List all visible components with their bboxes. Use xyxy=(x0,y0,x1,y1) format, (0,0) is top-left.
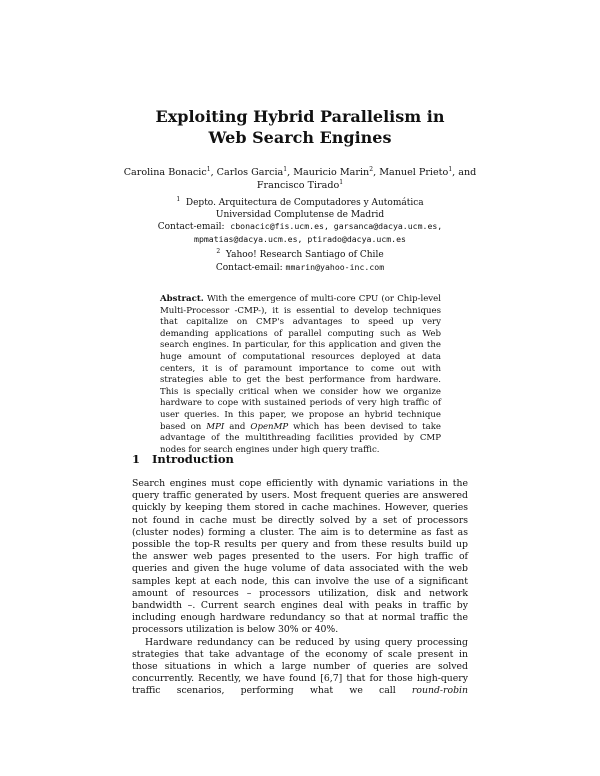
abstract xyxy=(160,294,441,456)
emphasis: round-robin xyxy=(411,685,468,697)
author-affil-mark: 1 xyxy=(339,178,344,186)
paragraph xyxy=(132,637,468,698)
author-name: Mauricio Marin xyxy=(293,167,370,178)
affil-university: Universidad Complutense de Madrid xyxy=(215,209,385,220)
paragraph-text: Hardware redundancy can be reduced by using query processing strategies that take advantage of the economy of scale present in those situations in which a large number of queries are solved concurrently. Recently, we have found [6,7] that for those high-query traffic scenarios, performing what we call xyxy=(132,636,468,697)
paragraph: Search engines must cope efficiently with dynamic variations in the query traffic generated by users. Most frequent queries are answered quickly by keeping them stored in cache machines. However, queries not found in cache must be directly solved by a set of processors (cluster nodes) forming a cluster. The aim is to determine as fast as possible the top-R results per query and from these results build up the answer web pages presented to the users. For high traffic of queries and given the huge volume of data associated with the web samples kept at each node, this can involve the use of a significant amount of resources – processors utilization, disk and network bandwidth –. Current search engines deal with peaks in traffic by including enough hardware redundancy so that at normal traffic the processors utilization is below 30% or 40%. xyxy=(132,478,468,636)
author-affil-mark: 1 xyxy=(283,165,288,173)
title-line-1: Exploiting Hybrid Parallelism in xyxy=(155,107,445,126)
contact-emails[interactable]: cbonacic@fis.ucm.es, garsanca@dacya.ucm.es, xyxy=(230,221,443,231)
affil-dept: Depto. Arquitectura de Computadores y Automática xyxy=(185,198,424,208)
contact-label: Contact-email: xyxy=(157,222,225,232)
affil-mark: 2 xyxy=(216,248,221,255)
title-line-2: Web Search Engines xyxy=(208,128,392,147)
author-affil-mark: 1 xyxy=(206,165,211,173)
author-name: Manuel Prieto xyxy=(379,167,449,178)
affil-org: Yahoo! Research Santiago of Chile xyxy=(225,250,384,260)
paper-title xyxy=(0,106,600,148)
author-name: Francisco Tirado xyxy=(256,180,340,191)
author-name: Carolina Bonacic xyxy=(123,167,207,178)
abstract-term-openmp: OpenMP xyxy=(250,421,289,432)
abstract-text: With the emergence of multi-core CPU (or Chip-level Multi-Processor -CMP-), it is essential to develop techniques that capitalize on CMP's advantages to speed up very demanding applications of parallel computing such as Web search engines. In particular, for this application and given the huge amount of computational resources deployed at data centers, it is of paramount importance to come out with strategies able to get the best performance from hardware. This is specially critical when we consider how we organize hardware to cope with sustained periods of very high traffic of user queries. In this paper, we propose an hybrid technique based on xyxy=(160,294,441,432)
section-number: 1 xyxy=(132,452,141,466)
abstract-label: Abstract. xyxy=(160,294,204,304)
affiliation-2 xyxy=(100,250,500,274)
author-conjunction: and xyxy=(458,167,477,178)
contact-emails[interactable]: mpmatias@dacya.ucm.es, ptirado@dacya.ucm.es xyxy=(194,233,406,244)
affiliation-1 xyxy=(100,198,500,245)
abstract-term-mpi: MPI xyxy=(206,421,225,432)
abstract-text: which has been devised to take advantage of the multithreading facilities provided by CMP nodes for search engines under high query traffic. xyxy=(160,421,442,455)
contact-email[interactable]: mmarin@yahoo-inc.com xyxy=(285,261,385,272)
affil-mark: 1 xyxy=(176,196,181,203)
author-affil-mark: 2 xyxy=(369,165,374,173)
abstract-conjunction: and xyxy=(229,421,246,432)
author-list: Carolina Bonacic$^1$, Carlos Garcia$^1$, Mauricio Marin$^2$, Manuel Prieto$^1$, and Francisco Tirado$^1$ xyxy=(123,165,477,191)
body-text xyxy=(132,478,468,698)
author-name: Carlos Garcia xyxy=(216,167,284,178)
section-heading xyxy=(132,452,234,466)
section-title: Introduction xyxy=(152,452,234,466)
author-affil-mark: 1 xyxy=(448,165,453,173)
contact-label: Contact-email: xyxy=(215,262,283,273)
